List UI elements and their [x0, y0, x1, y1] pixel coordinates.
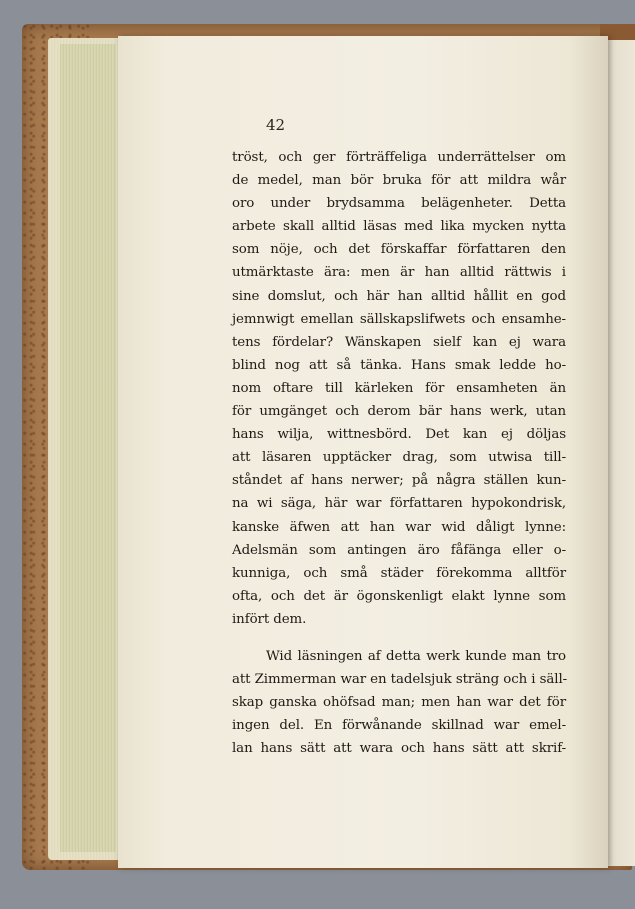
text-line: skap ganska ohöfsad man; men han war det för [232, 695, 566, 711]
text-line: kunniga, och små städer förekomma alltför [232, 565, 566, 581]
text-line: nom oftare till kärleken för ensamheten än [232, 380, 566, 396]
text-line: utmärktaste ära: men är han alltid rättwis i [232, 265, 566, 281]
text-line: som nöje, och det förskaffar författaren den [232, 242, 566, 258]
text-line: infört dem. [232, 611, 307, 627]
text-line: lan hans sätt att wara och hans sätt att skrif- [232, 741, 566, 757]
page-edge-tint [60, 44, 116, 852]
text-line: arbete skall alltid läsas med lika mycken nytta [232, 219, 566, 235]
text-line: Adelsmän som antingen äro fåfänga eller o- [232, 542, 566, 558]
text-line: sine domslut, och här han alltid hållit en god [232, 288, 566, 304]
page-text [232, 146, 566, 760]
text-line: ståndet af hans nerwer; på några ställen kun- [232, 473, 566, 489]
paragraph-1 [232, 146, 566, 631]
text-line: att Zimmerman war en tadelsjuk sträng och i säll- [232, 672, 568, 688]
text-line: att läsaren upptäcker drag, som utwisa till- [232, 450, 566, 466]
text-line: oro under brydsamma belägenheter. Detta [232, 196, 566, 212]
text-line: jemnwigt emellan sällskapslifwets och ensamhe- [232, 311, 566, 327]
text-line: för umgänget och derom bär hans werk, utan [232, 404, 566, 420]
text-line: Wid läsningen af detta werk kunde man tro [266, 648, 566, 664]
page-number: 42 [266, 116, 286, 134]
text-line: tröst, och ger förträffeliga underrättelser om [232, 150, 566, 165]
text-line: kanske äfwen att han war wid dåligt lynne: [232, 519, 566, 535]
text-line: ofta, och det är ögonskenligt elakt lynne som [232, 588, 566, 604]
text-line: na wi säga, här war författaren hypokondrisk, [232, 496, 566, 512]
paragraph-2 [232, 645, 566, 760]
text-line: tens fördelar? Wänskapen sielf kan ej wara [232, 334, 566, 350]
text-line: hans wilja, wittnesbörd. Det kan ej döljas [232, 427, 566, 443]
text-line: de medel, man bör bruka för att mildra wår [232, 173, 566, 189]
text-line: ingen del. En förwånande skillnad war emel- [232, 718, 566, 734]
paragraph-gap [232, 631, 566, 645]
facing-page-edge [604, 40, 635, 866]
text-line: blind nog att så tänka. Hans smak ledde ho- [232, 357, 566, 373]
